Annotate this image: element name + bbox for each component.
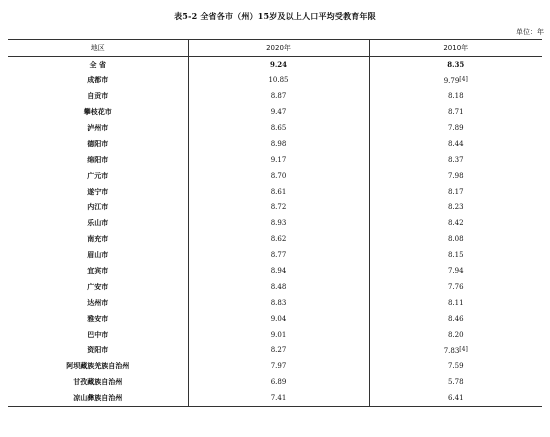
value-2010: 8.44	[447, 139, 464, 148]
table-row	[8, 295, 542, 311]
value-2010: 8.20	[447, 330, 464, 339]
footnote-marker: [4]	[459, 345, 468, 353]
header-2010: 2010年	[369, 40, 542, 57]
cell-region: 巴中市	[87, 329, 109, 339]
cell-region: 广安市	[87, 281, 109, 291]
value-2010: 9.79	[443, 76, 460, 85]
cell-2020: 9.24	[188, 57, 369, 73]
value-2010: 8.23	[447, 203, 464, 212]
table-row	[8, 390, 542, 406]
cell-2010	[369, 327, 542, 343]
table-row	[8, 200, 542, 216]
value-2010: 7.89	[447, 124, 464, 132]
cell-2010	[369, 390, 542, 406]
cell-2010	[369, 184, 542, 200]
table-row	[8, 343, 542, 359]
header-row	[8, 40, 542, 57]
cell-2010	[369, 57, 542, 73]
value-2010: 8.42	[447, 219, 464, 228]
cell-2020: 8.61	[188, 184, 369, 200]
cell-2020: 6.89	[188, 374, 369, 390]
cell-2020: 8.94	[188, 263, 369, 279]
cell-region: 南充市	[87, 234, 109, 244]
cell-2010	[369, 88, 542, 104]
cell-2010	[369, 279, 542, 295]
value-2010: 7.98	[447, 171, 464, 180]
cell-2010	[369, 295, 542, 311]
table-row	[8, 311, 542, 327]
cell-region: 遂宁市	[87, 186, 109, 196]
cell-2010	[369, 358, 542, 374]
cell-region: 绵阳市	[87, 154, 109, 164]
table-row	[8, 152, 542, 168]
cell-2020: 8.70	[188, 168, 369, 184]
header-2020: 2020年	[188, 40, 369, 57]
table-row	[8, 231, 542, 247]
cell-2020: 8.62	[188, 231, 369, 247]
cell-region: 广元市	[87, 170, 109, 180]
table-row	[8, 327, 542, 343]
table-row	[8, 136, 542, 152]
cell-2020: 9.17	[188, 152, 369, 168]
table-row	[8, 57, 542, 73]
cell-2020: 8.87	[188, 88, 369, 104]
cell-2020: 8.65	[188, 120, 369, 136]
table-row	[8, 247, 542, 263]
table-row	[8, 184, 542, 200]
cell-2020: 8.93	[188, 215, 369, 231]
cell-2010	[369, 311, 542, 327]
value-2010: 8.46	[447, 314, 464, 323]
table-row	[8, 374, 542, 390]
cell-region: 全 省	[89, 59, 106, 69]
cell-2020: 8.48	[188, 279, 369, 295]
cell-2010	[369, 231, 542, 247]
cell-2020: 9.01	[188, 327, 369, 343]
table-row	[8, 263, 542, 279]
cell-2010	[369, 263, 542, 279]
cell-region: 阿坝藏族羌族自治州	[66, 361, 130, 371]
header-region: 地区	[8, 40, 188, 57]
value-2010: 5.78	[447, 378, 464, 387]
cell-2010	[369, 120, 542, 136]
cell-2020: 8.83	[188, 295, 369, 311]
cell-2020: 10.85	[188, 72, 369, 88]
table-body	[8, 57, 542, 407]
cell-2020: 9.47	[188, 104, 369, 120]
cell-region: 眉山市	[87, 250, 109, 260]
cell-2010	[369, 247, 542, 263]
education-years-table	[8, 39, 542, 407]
cell-region: 凉山彝族自治州	[8, 390, 188, 406]
cell-2010	[369, 374, 542, 390]
value-2010: 8.15	[447, 251, 464, 260]
cell-2010	[369, 200, 542, 216]
cell-2010	[369, 343, 542, 359]
table-row	[8, 88, 542, 104]
value-2010: 7.94	[447, 267, 464, 276]
cell-region: 德阳市	[87, 138, 109, 148]
cell-2010	[369, 72, 542, 88]
value-2010: 7.76	[447, 282, 464, 291]
table-row	[8, 120, 542, 136]
cell-region: 资阳市	[87, 345, 109, 355]
cell-2020: 8.27	[188, 343, 369, 359]
cell-2010	[369, 168, 542, 184]
cell-region: 甘孜藏族自治州	[73, 377, 123, 387]
cell-2010	[369, 136, 542, 152]
cell-region: 宜宾市	[87, 266, 109, 276]
cell-region: 乐山市	[87, 218, 109, 228]
value-2010: 7.83	[443, 346, 460, 355]
cell-2010	[369, 152, 542, 168]
cell-region: 泸州市	[87, 123, 109, 132]
cell-2020: 7.97	[188, 358, 369, 374]
value-2010: 8.35	[447, 60, 465, 70]
cell-region: 内江市	[87, 202, 109, 212]
table-row	[8, 168, 542, 184]
table-row	[8, 358, 542, 374]
value-2010: 8.37	[447, 155, 464, 164]
footnote-marker: [4]	[459, 75, 468, 83]
value-2010: 8.71	[447, 108, 464, 117]
table-row	[8, 104, 542, 120]
table-row	[8, 72, 542, 88]
value-2010: 7.59	[447, 362, 464, 371]
value-2010: 8.17	[447, 187, 464, 196]
cell-region: 自贡市	[87, 91, 109, 101]
cell-2020: 8.77	[188, 247, 369, 263]
cell-2020: 8.72	[188, 200, 369, 216]
cell-region: 攀枝花市	[83, 107, 112, 117]
unit-label: 单位：年	[516, 28, 544, 36]
cell-2020: 8.98	[188, 136, 369, 152]
cell-2020: 7.41	[188, 390, 369, 406]
cell-2010	[369, 104, 542, 120]
value-2010: 8.11	[447, 298, 464, 307]
cell-region: 成都市	[87, 75, 109, 85]
value-2010: 8.08	[447, 235, 464, 244]
table-row	[8, 215, 542, 231]
cell-2010	[369, 215, 542, 231]
table-row	[8, 279, 542, 295]
cell-region: 雅安市	[87, 313, 109, 323]
value-2010: 8.18	[447, 92, 464, 101]
value-2010: 6.41	[447, 393, 464, 402]
table-title: 表5-2 全省各市（州）15岁及以上人口平均受教育年限	[174, 11, 376, 21]
cell-region: 达州市	[87, 297, 109, 307]
cell-2020: 9.04	[188, 311, 369, 327]
